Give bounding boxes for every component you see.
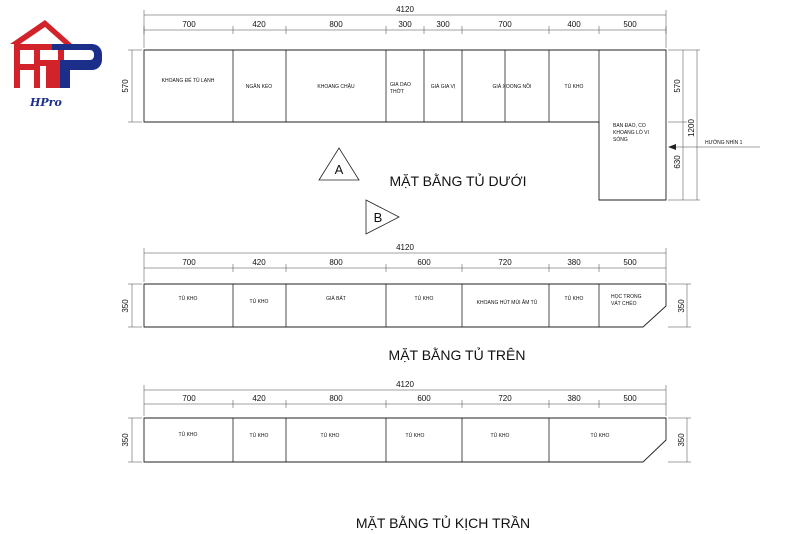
- cabinet-label: TỦ KHO: [178, 432, 198, 438]
- marker-b-label: B: [373, 210, 383, 225]
- segment-label: 800: [329, 258, 343, 267]
- segment-label: 420: [252, 394, 266, 403]
- cabinet-label: NGĂN KÉO: [245, 84, 273, 90]
- logo-text: HPro: [30, 96, 62, 109]
- cabinet-label: TỦ KHO: [249, 299, 269, 305]
- segment-label: 400: [567, 20, 581, 29]
- segment-label: 380: [567, 258, 581, 267]
- section-ceiling-cabinets: [121, 380, 691, 531]
- marker-a: [319, 148, 359, 180]
- segment-label: 700: [182, 20, 196, 29]
- cabinet-label: HỘC TRỐNG VÁT CHÉO: [611, 294, 642, 307]
- cabinet-label: KHOANG CHẬU: [317, 84, 355, 90]
- cabinet-label: TỦ KHO: [320, 433, 340, 439]
- cabinet-label: TỦ KHO: [564, 296, 584, 302]
- section-upper-cabinets: [121, 200, 691, 363]
- segment-label: 800: [329, 20, 343, 29]
- segment-label: 420: [252, 258, 266, 267]
- view-direction-label: HƯỚNG NHÌN 1: [705, 140, 743, 146]
- cabinet-label: TỦ KHO: [490, 433, 510, 439]
- segment-label: 720: [498, 258, 512, 267]
- view-direction-arrow: [668, 139, 760, 150]
- segment-label: 700: [182, 394, 196, 403]
- cabinet-label: GIÁ XOONG NỒI: [492, 84, 532, 90]
- section-a-title: MẶT BẰNG TỦ DƯỚI: [389, 173, 527, 189]
- ceiling-cabinet-outline: [144, 418, 666, 462]
- island-label: BÀN ĐẢO, CÓ KHOANG LÒ VI SÓNG: [613, 123, 649, 143]
- section-c-title: MẶT BẰNG TỦ KỊCH TRẦN: [355, 515, 531, 531]
- right-depth-label: 570: [673, 79, 682, 93]
- segment-label: 500: [623, 258, 637, 267]
- right-total-label: 1200: [687, 119, 696, 137]
- cabinet-label: TỦ KHO: [414, 296, 434, 302]
- total-width-label: 4120: [396, 380, 414, 389]
- cabinet-label: TỦ KHO: [405, 433, 425, 439]
- segment-label: 380: [567, 394, 581, 403]
- segment-label: 300: [436, 20, 450, 29]
- cabinet-label: GIÁ DAO THỚT: [390, 82, 411, 95]
- cabinet-label: KHOANG HÚT MÙI ÂM TỦ: [476, 300, 538, 306]
- cabinet-label: TỦ KHO: [249, 433, 269, 439]
- cabinet-label: TỦ KHO: [590, 433, 610, 439]
- segment-label: 700: [498, 20, 512, 29]
- cabinet-label: TỦ KHO: [564, 84, 584, 90]
- hpro-logo: [10, 20, 102, 109]
- upper-cabinet-outline: [144, 284, 666, 327]
- segment-label: 420: [252, 20, 266, 29]
- marker-b: [366, 200, 399, 234]
- left-depth-dimension-a: [121, 50, 142, 122]
- cabinet-label: KHOANG ĐỂ TỦ LẠNH: [161, 78, 215, 84]
- segment-label: 500: [623, 20, 637, 29]
- right-depth-label: 350: [677, 433, 686, 447]
- left-depth-label: 350: [121, 299, 130, 313]
- segment-label: 800: [329, 394, 343, 403]
- cabinet-label: GIÁ BÁT: [326, 296, 346, 302]
- marker-a-label: A: [334, 162, 344, 177]
- segment-label: 700: [182, 258, 196, 267]
- segment-label: 600: [417, 258, 431, 267]
- house-logo-icon: [10, 20, 102, 88]
- section-bottom-cabinets: [121, 5, 760, 200]
- total-width-label: 4120: [396, 243, 414, 252]
- segment-label: 300: [398, 20, 412, 29]
- segment-label: 500: [623, 394, 637, 403]
- section-b-title: MẶT BẰNG TỦ TRÊN: [388, 347, 526, 363]
- cabinet-label: GIÁ GIA VỊ: [430, 84, 456, 90]
- left-depth-label: 350: [121, 433, 130, 447]
- segment-dimensions-a: [144, 20, 666, 34]
- total-width-label: 4120: [396, 5, 414, 14]
- cabinet-label: TỦ KHO: [178, 296, 198, 302]
- segment-label: 720: [498, 394, 512, 403]
- right-dimensions-a: [668, 50, 700, 200]
- segment-label: 600: [417, 394, 431, 403]
- left-depth-label: 570: [121, 79, 130, 93]
- right-depth-label: 350: [677, 299, 686, 313]
- right-island-label: 630: [673, 155, 682, 169]
